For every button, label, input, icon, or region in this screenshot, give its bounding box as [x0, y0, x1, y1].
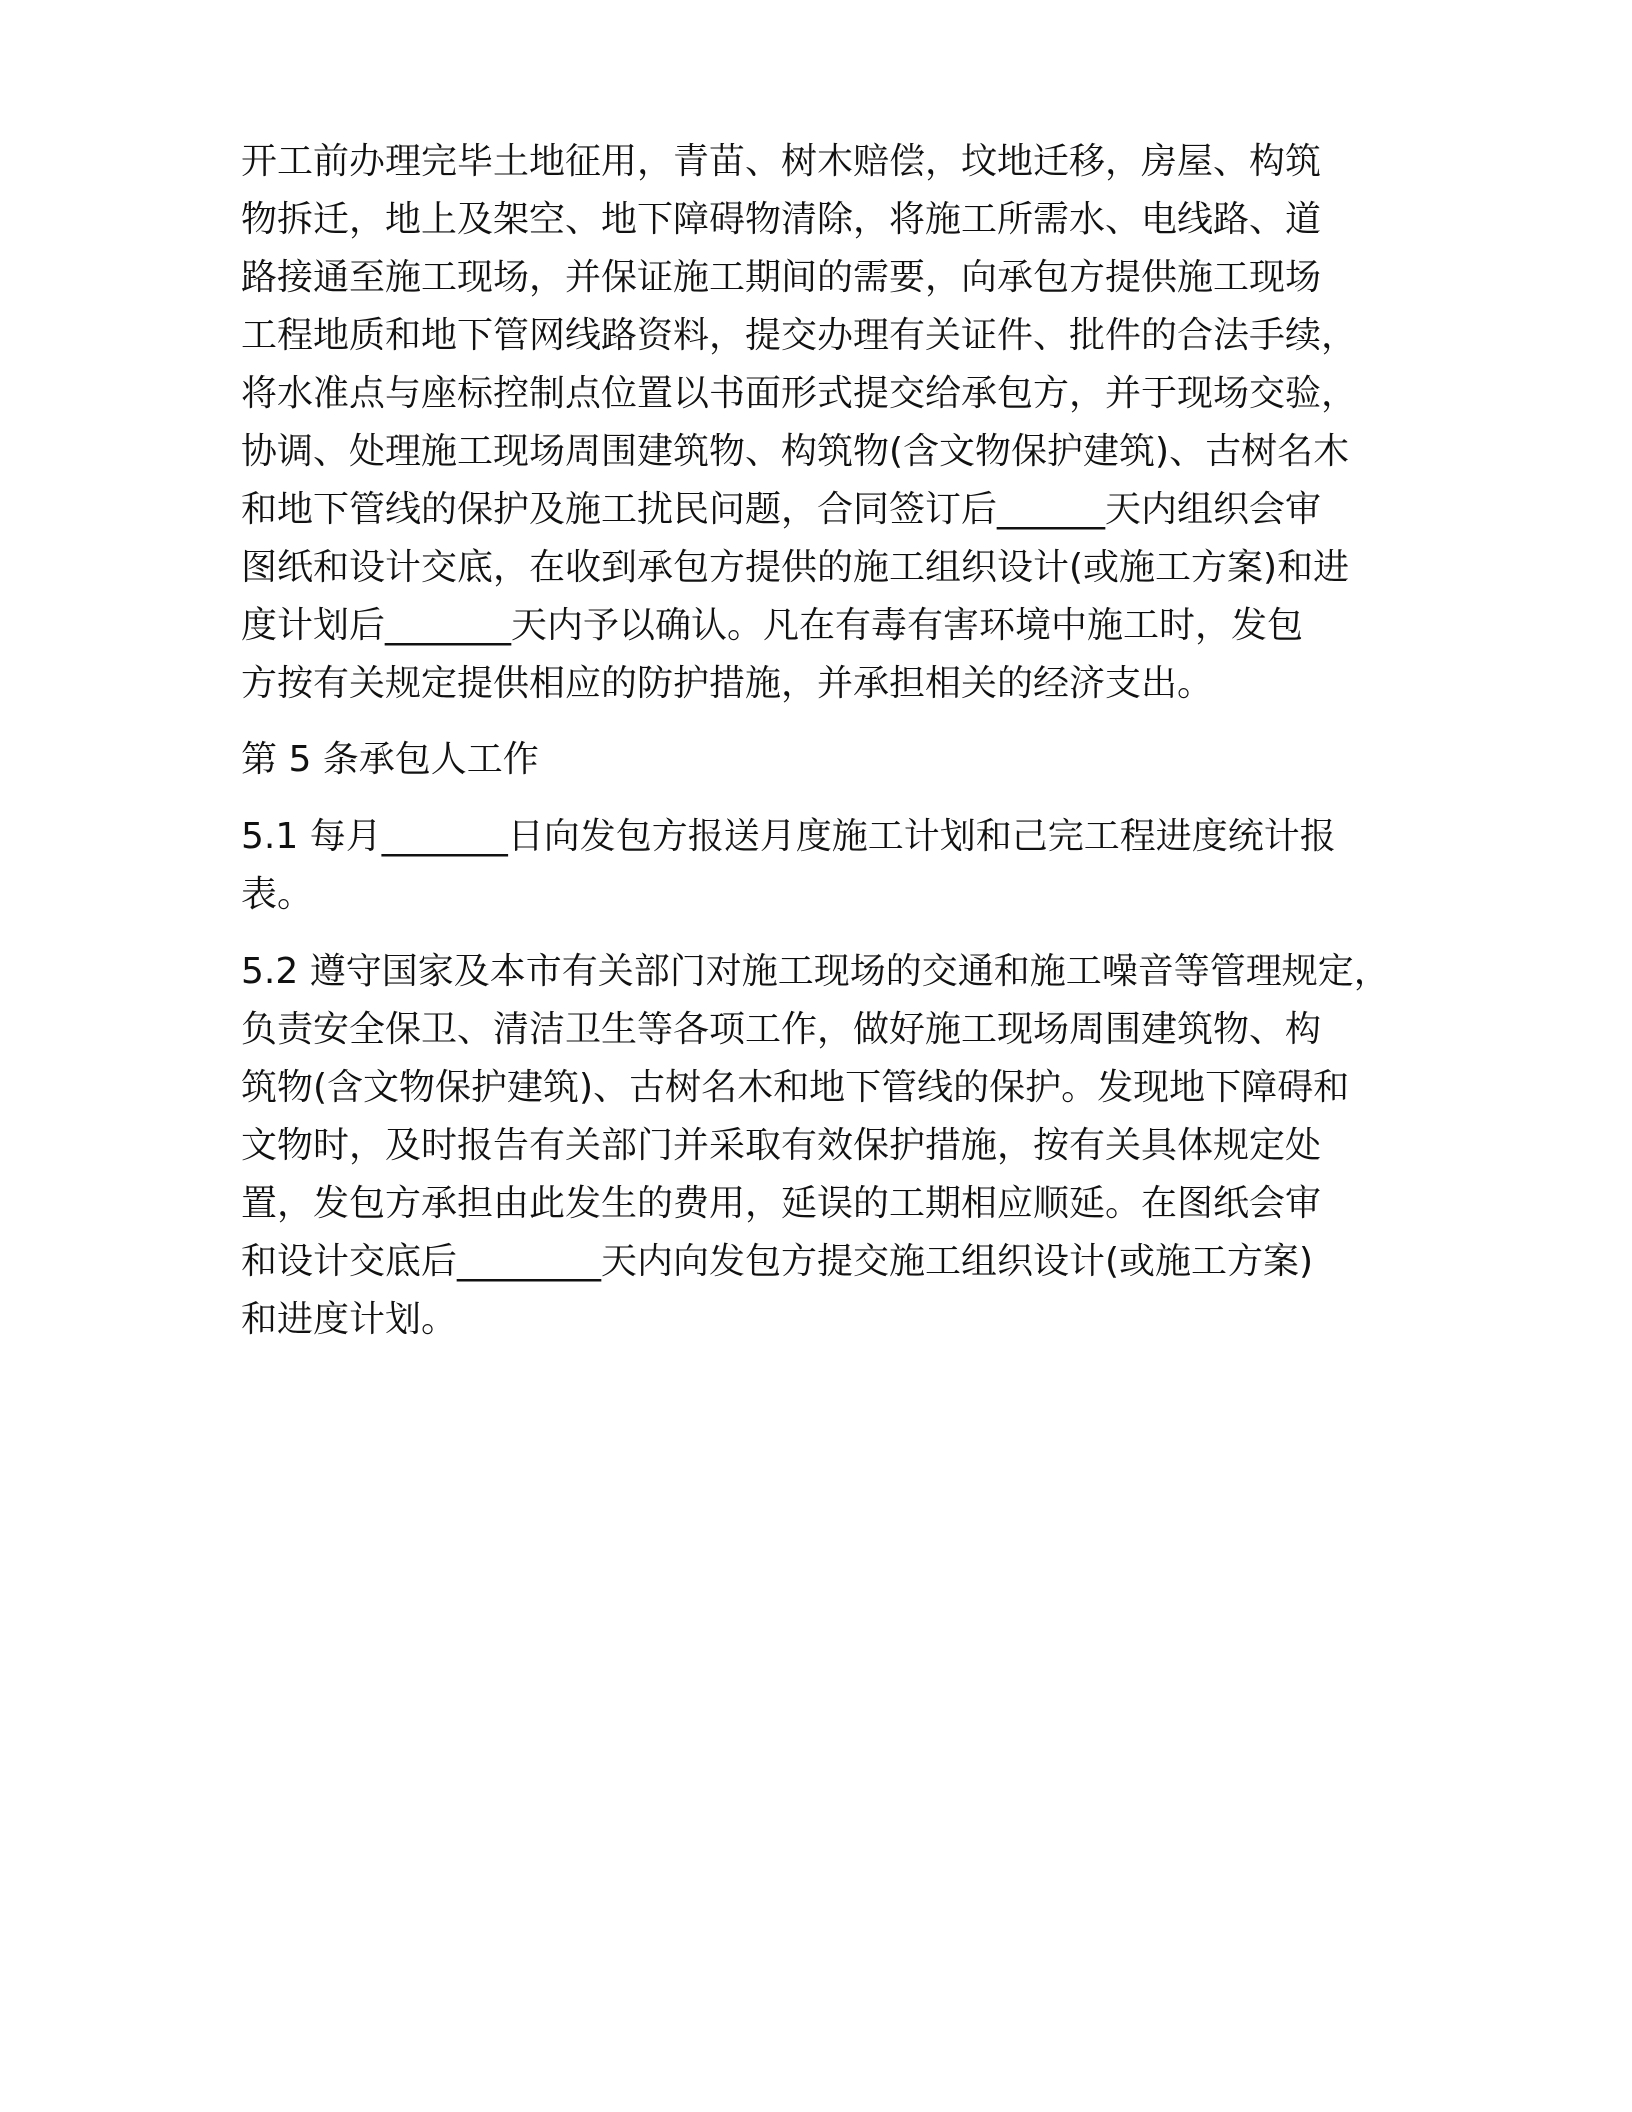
text-line: 和地下管线的保护及施工扰民问题，合同签订后______天内组织会审	[241, 489, 1322, 530]
text-line: 路接通至施工现场，并保证施工期间的需要，向承包方提供施工现场	[241, 257, 1322, 298]
text-line: 协调、处理施工现场周围建筑物、构筑物(含文物保护建筑)、古树名木	[241, 431, 1350, 472]
text-line: 工程地质和地下管网线路资料，提交办理有关证件、批件的合法手续，	[241, 315, 1358, 356]
text-line: 5.2 遵守国家及本市有关部门对施工现场的交通和施工噪音等管理规定，	[241, 951, 1390, 992]
text-line: 图纸和设计交底，在收到承包方提供的施工组织设计(或施工方案)和进	[241, 547, 1350, 588]
text-line: 方按有关规定提供相应的防护措施，并承担相关的经济支出。	[241, 663, 1214, 704]
text-line: 度计划后_______天内予以确认。凡在有毒有害环境中施工时，发包	[241, 605, 1304, 646]
text-line: 将水准点与座标控制点位置以书面形式提交给承包方，并于现场交验，	[241, 373, 1358, 414]
text-line: 和进度计划。	[241, 1299, 458, 1340]
text-line: 置，发包方承担由此发生的费用，延误的工期相应顺延。在图纸会审	[241, 1183, 1322, 1224]
text-line: 筑物(含文物保护建筑)、古树名木和地下管线的保护。发现地下障碍和	[241, 1067, 1350, 1108]
article-5-heading: 第 5 条承包人工作	[241, 739, 539, 780]
text-line: 表。	[241, 874, 314, 915]
text-line: 文物时，及时报告有关部门并采取有效保护措施，按有关具体规定处	[241, 1125, 1322, 1166]
text-line: 开工前办理完毕土地征用，青苗、树木赔偿，坟地迁移，房屋、构筑	[241, 141, 1322, 182]
text-line: 5.1 每月_______日向发包方报送月度施工计划和己完工程进度统计报	[241, 816, 1336, 857]
text-line: 和设计交底后________天内向发包方提交施工组织设计(或施工方案)	[241, 1241, 1314, 1282]
text-line: 物拆迁，地上及架空、地下障碍物清除，将施工所需水、电线路、道	[241, 199, 1322, 240]
text-line: 负责安全保卫、清洁卫生等各项工作，做好施工现场周围建筑物、构	[241, 1009, 1322, 1050]
